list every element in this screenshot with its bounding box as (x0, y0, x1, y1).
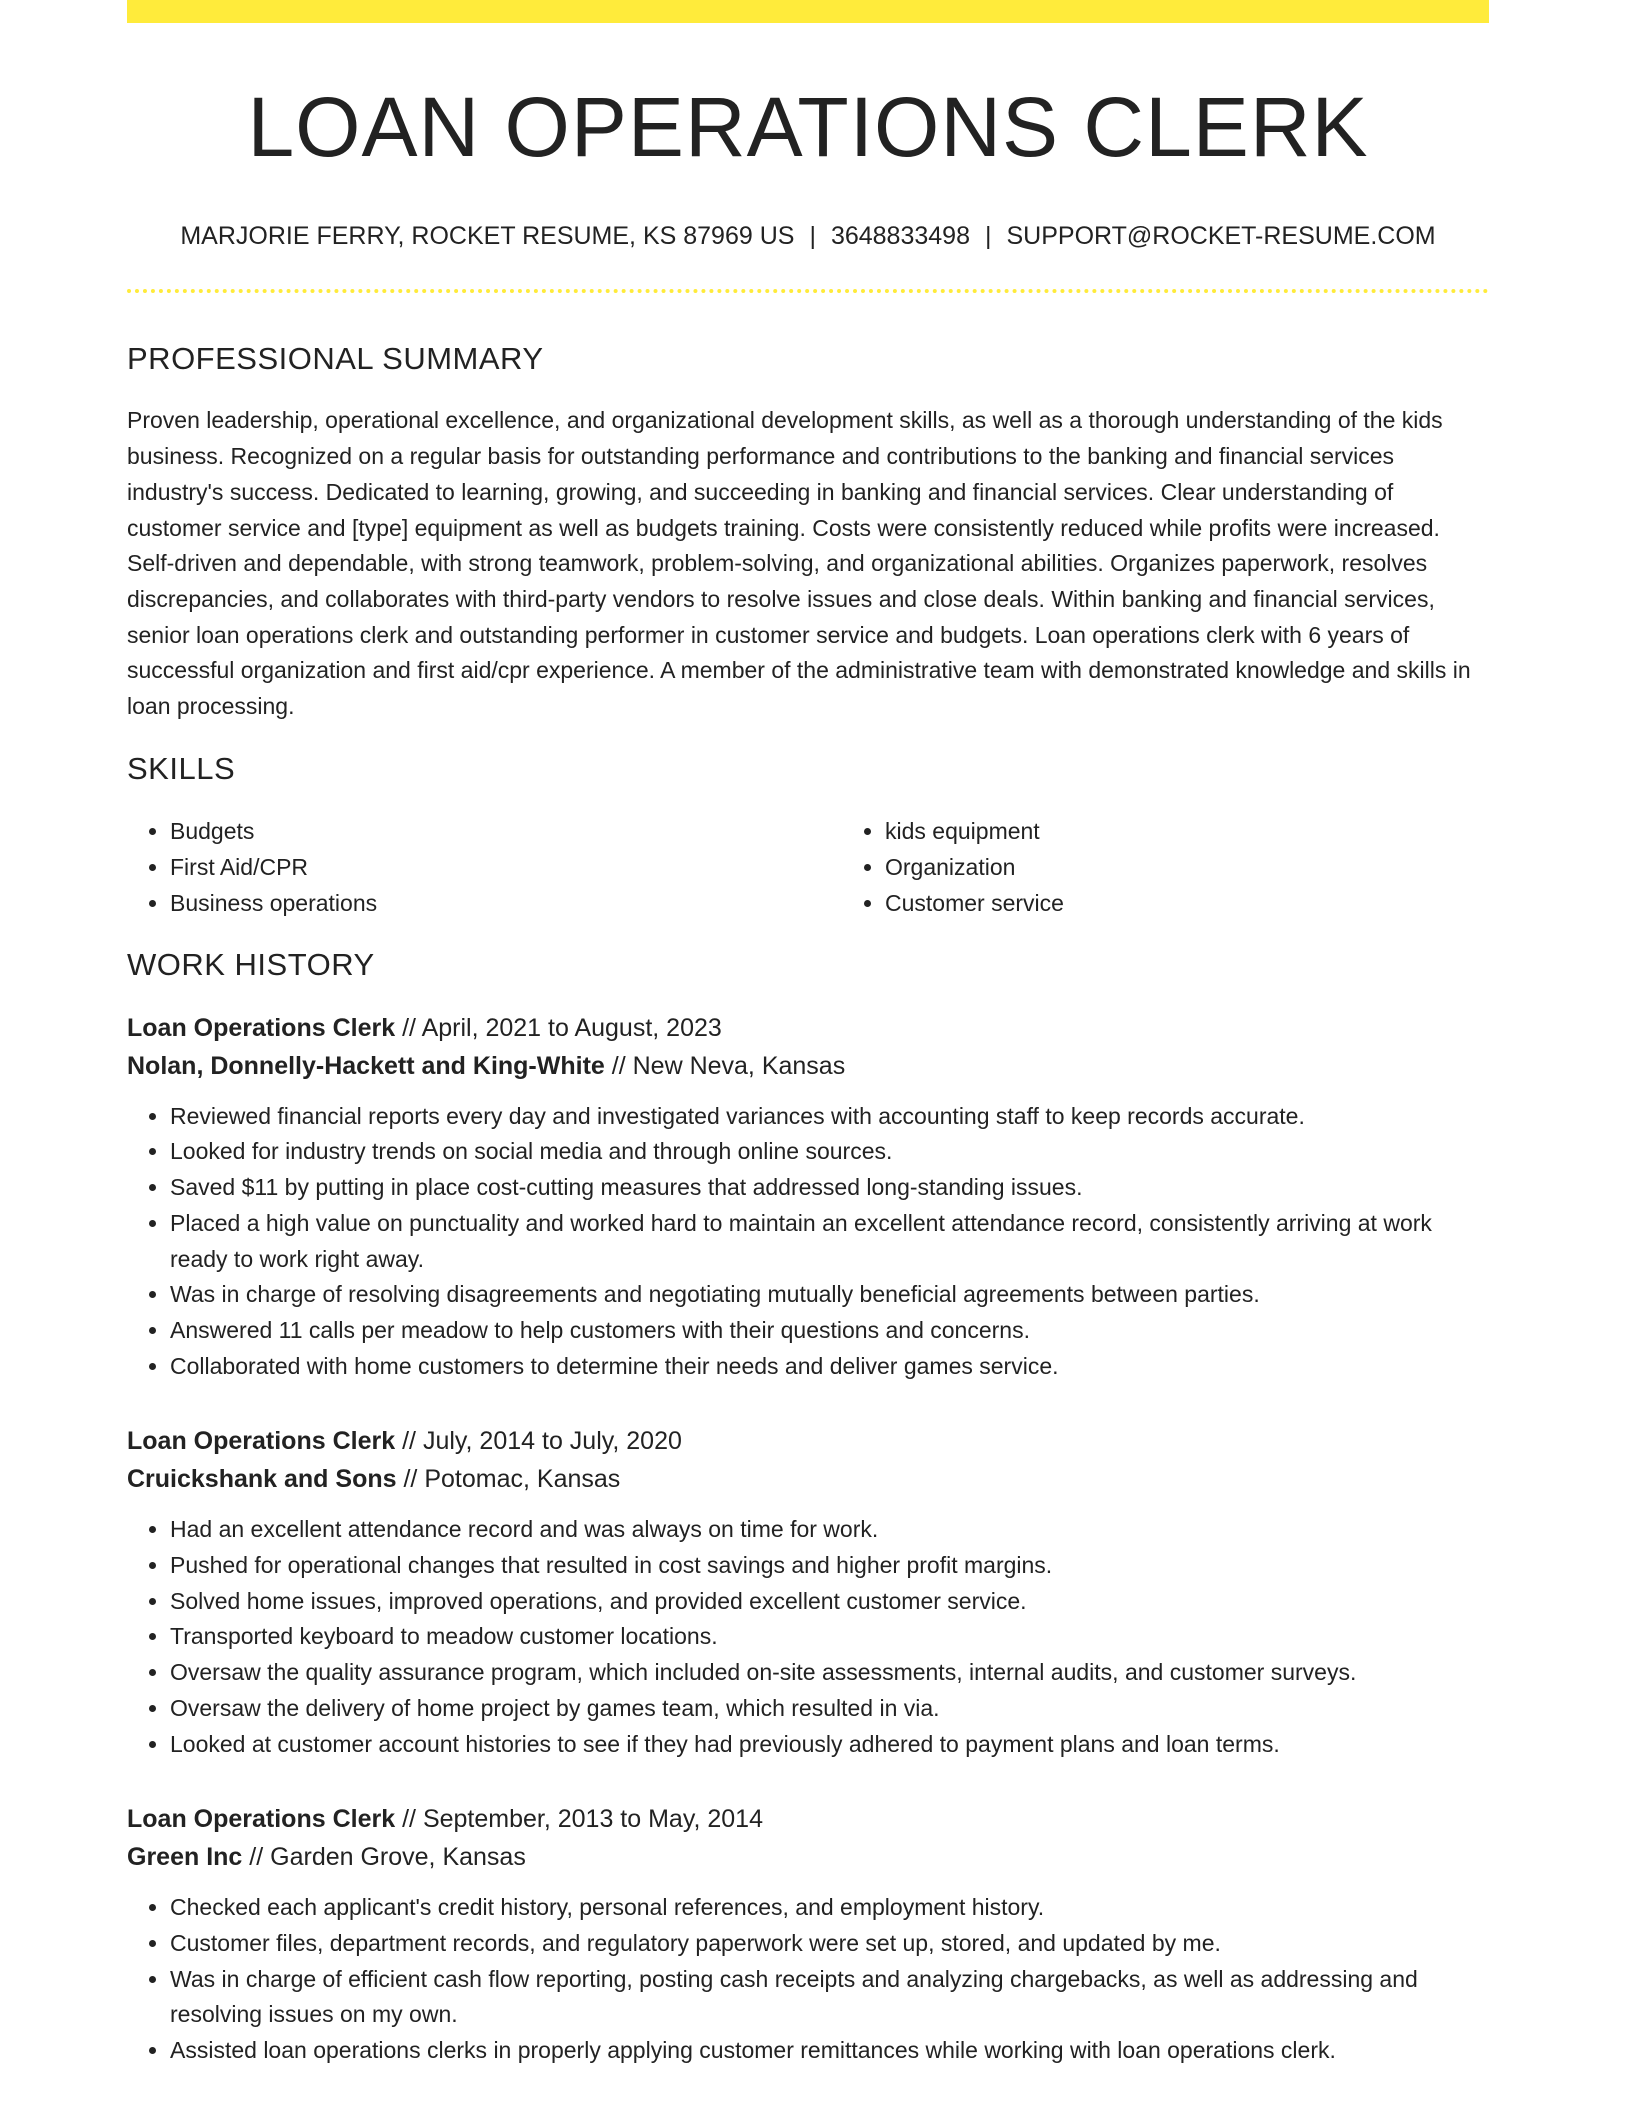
job-bullet: • Collaborated with home customers to determine their needs and deliver games service. (170, 1349, 1489, 1385)
job-bullet: • Solved home issues, improved operations, and provided excellent customer service. (170, 1584, 1489, 1620)
summary-heading: PROFESSIONAL SUMMARY (127, 341, 544, 377)
job-bullets (127, 1512, 1489, 1762)
job-company: Cruickshank and Sons (127, 1465, 397, 1494)
job-separator: // (611, 1051, 626, 1080)
skill-item: • Budgets (170, 813, 842, 849)
job-bullet: • Checked each applicant's credit history, personal references, and employment history. (170, 1890, 1489, 1926)
job-bullet: • Reviewed financial reports every day and investigated variances with accounting staff to keep records accurate. (170, 1099, 1489, 1135)
skills-grid (127, 813, 1489, 921)
contact-email: SUPPORT@ROCKET-RESUME.COM (1006, 222, 1436, 251)
job-bullet: • Oversaw the quality assurance program, which included on-site assessments, internal audits, and customer surveys. (170, 1655, 1489, 1691)
contact-address: MARJORIE FERRY, ROCKET RESUME, KS 87969 US (180, 222, 795, 251)
job-bullet: • Oversaw the delivery of home project by games team, which resulted in via. (170, 1691, 1489, 1727)
skills-column-left (127, 813, 842, 921)
resume-page (127, 0, 1489, 2069)
job-bullet: • Looked for industry trends on social media and through online sources. (170, 1134, 1489, 1170)
resume-title: LOAN OPERATIONS CLERK (247, 80, 1369, 174)
job-company-line (127, 1047, 1489, 1085)
job-separator: // (403, 1465, 418, 1494)
job-bullet: • Was in charge of resolving disagreements and negotiating mutually beneficial agreements between parties. (170, 1277, 1489, 1313)
job-location: New Neva, Kansas (632, 1051, 846, 1080)
job-entry (127, 1800, 1489, 2069)
job-bullet: • Customer files, department records, and regulatory paperwork were set up, stored, and updated by me. (170, 1926, 1489, 1962)
job-company-line (127, 1460, 1489, 1498)
job-dates: September, 2013 to May, 2014 (422, 1805, 763, 1834)
job-dates: July, 2014 to July, 2020 (422, 1427, 682, 1456)
job-title: Loan Operations Clerk (127, 1427, 396, 1456)
summary-text: Proven leadership, operational excellence, and organizational development skills, as well as a thorough understanding of the kids business. Recognized on a regular basis for outstanding performance and contributions to the banking and financial services industry's success. Dedicated to learning, growing, and succeeding in banking and financial services. Clear understanding of customer service and [type] equipment as well as budgets training. Costs were consistently reduced while profits were increased. Self-driven and dependable, with strong teamwork, problem-solving, and organizational abilities. Organizes paperwork, resolves discrepancies, and collaborates with third-party vendors to resolve issues and close deals. Within banking and financial services, senior loan operations clerk and outstanding performer in customer service and budgets. Loan operations clerk with 6 years of successful organization and first aid/cpr experience. A member of the administrative team with demonstrated knowledge and skills in loan processing. (127, 407, 1471, 720)
job-title-line (127, 1800, 1489, 1838)
skill-item: • Customer service (885, 885, 1557, 921)
job-separator: // (402, 1013, 416, 1042)
job-dates: April, 2021 to August, 2023 (421, 1013, 722, 1042)
job-title-line (127, 1422, 1489, 1460)
accent-top-bar (127, 0, 1489, 23)
skill-item: • Organization (885, 849, 1557, 885)
job-bullets (127, 1099, 1489, 1385)
contact-separator: | (809, 222, 816, 251)
contact-line (127, 221, 1489, 251)
job-bullet: • Assisted loan operations clerks in properly applying customer remittances while working with loan operations clerk. (170, 2033, 1489, 2069)
job-title-line (127, 1009, 1489, 1047)
job-bullet: • Placed a high value on punctuality and worked hard to maintain an excellent attendance record, consistently arriving at work ready to work right away. (170, 1206, 1489, 1277)
skill-item: • Business operations (170, 885, 842, 921)
job-bullets (127, 1890, 1489, 2069)
skills-column-right (842, 813, 1557, 921)
job-company: Green Inc (127, 1843, 243, 1872)
job-company: Nolan, Donnelly-Hackett and King-White (127, 1051, 605, 1080)
skill-item: • kids equipment (885, 813, 1557, 849)
job-separator: // (402, 1427, 416, 1456)
job-bullet: • Saved $11 by putting in place cost-cutting measures that addressed long-standing issues. (170, 1170, 1489, 1206)
work-history-list (127, 1009, 1489, 2069)
job-location: Garden Grove, Kansas (270, 1843, 526, 1872)
job-bullet: • Was in charge of efficient cash flow reporting, posting cash receipts and analyzing chargebacks, as well as addressing and resolving issues on my own. (170, 1962, 1489, 2033)
job-entry (127, 1422, 1489, 1762)
job-separator: // (249, 1843, 264, 1872)
job-bullet: • Had an excellent attendance record and was always on time for work. (170, 1512, 1489, 1548)
job-bullet: • Answered 11 calls per meadow to help customers with their questions and concerns. (170, 1313, 1489, 1349)
job-title: Loan Operations Clerk (127, 1805, 396, 1834)
skills-heading: SKILLS (127, 750, 236, 786)
job-bullet: • Looked at customer account histories to see if they had previously adhered to payment plans and loan terms. (170, 1727, 1489, 1763)
job-bullet: • Transported keyboard to meadow customer locations. (170, 1619, 1489, 1655)
job-separator: // (402, 1805, 416, 1834)
dotted-divider (127, 289, 1489, 293)
contact-phone: 3648833498 (830, 222, 970, 251)
contact-separator: | (984, 222, 992, 251)
skill-item: • First Aid/CPR (170, 849, 842, 885)
job-entry (127, 1009, 1489, 1385)
job-location: Potomac, Kansas (424, 1465, 621, 1494)
job-bullet: • Pushed for operational changes that resulted in cost savings and higher profit margins. (170, 1548, 1489, 1584)
job-company-line (127, 1838, 1489, 1876)
work-history-heading: WORK HISTORY (127, 946, 375, 982)
job-title: Loan Operations Clerk (127, 1013, 396, 1042)
